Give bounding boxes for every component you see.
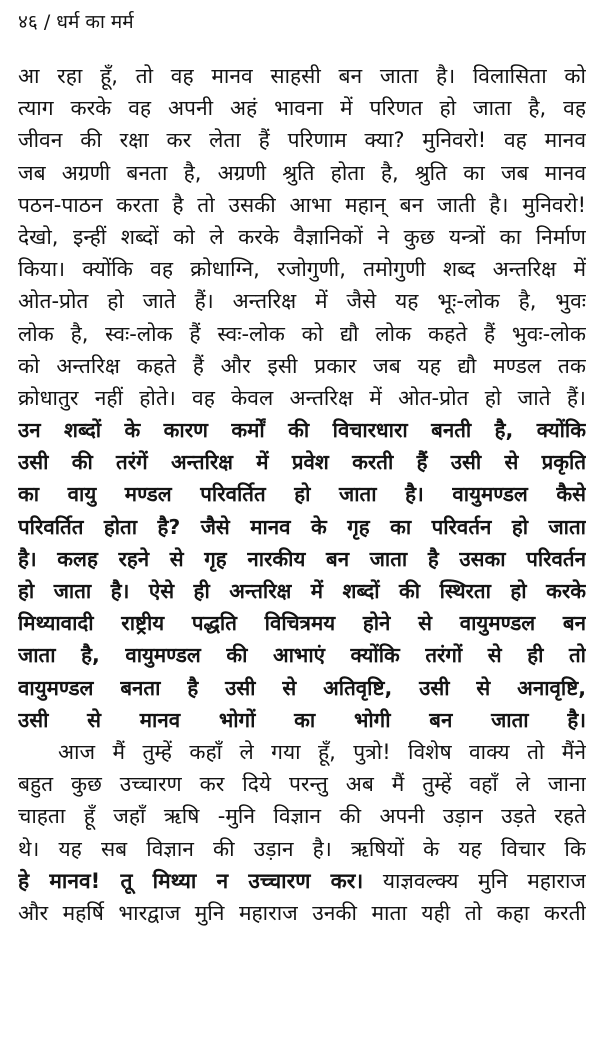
text-line: देखो, इन्हीं शब्दों को ले करके वैज्ञानिकों ने कुछ यन्त्रों का निर्माण [18,224,586,249]
text-line: मिथ्यावादी राष्ट्रीय पद्धति विचित्रमय होने से वायुमण्डल बन [18,611,586,636]
text-line: आज मैं तुम्हें कहाँ ले गया हूँ, पुत्रो! विशेष वाक्य तो मैंने [58,739,586,764]
text-line: ओत-प्रोत हो जाते हैं। अन्तरिक्ष में जैसे यह भूः-लोक है, भुवः [18,289,586,314]
text-line: पठन-पाठन करता है तो उसकी आभा महान् बन जाती है। मुनिवरो! [18,192,586,217]
text-line: जीवन की रक्षा कर लेता हैं परिणाम क्या? मुनिवरो! वह मानव [18,128,586,153]
text-line: है। कलह रहने से गृह नारकीय बन जाता है उसका परिवर्तन [18,546,586,571]
text-line: और महर्षि भारद्वाज मुनि महाराज उनकी माता यही तो कहा करती [18,900,586,925]
running-header [18,10,134,34]
text-line: का वायु मण्डल परिवर्तित हो जाता है। वायुमण्डल कैसे [18,482,586,507]
header-separator: / [43,11,51,33]
text-line [18,865,586,897]
text-line: लोक है, स्वः-लोक हैं स्वः-लोक को द्यौ लोक कहते हैं भुवः-लोक [18,321,586,346]
text-line: त्याग करके वह अपनी अहं भावना में परिणत हो जाता है, वह [18,96,586,121]
text-line: बहुत कुछ उच्चारण कर दिये परन्तु अब मैं तुम्हें वहाँ ले जाना [18,772,586,797]
text-line: हो जाता है। ऐसे ही अन्तरिक्ष में शब्दों की स्थिरता हो करके [18,579,586,603]
text-line: आ रहा हूँ, तो वह मानव साहसी बन जाता है। विलासिता को [18,64,586,88]
text-line: वायुमण्डल बनता है उसी से अतिवृष्टि, उसी से अनावृष्टि, [18,675,586,700]
text-line: जब अग्रणी बनता है, अग्रणी श्रुति होता है, श्रुति का जब मानव [18,160,586,185]
line-rest: याज्ञवल्क्य मुनि महाराज [363,868,586,893]
text-line: चाहता हूँ जहाँ ऋषि -मुनि विज्ञान की अपनी उड़ान उड़ते रहते [18,804,586,829]
text-line: उसी से मानव भोगों का भोगी बन जाता है। [18,707,586,732]
text-line: किया। क्योंकि वह क्रोधाग्नि, रजोगुणी, तमोगुणी शब्द अन्तरिक्ष में [18,257,586,282]
text-line: क्रोधातुर नहीं होते। वह केवल अन्तरिक्ष में ओत-प्रोत हो जाते हैं। [18,385,586,410]
body-text [18,60,586,929]
page-number: ४६ [18,11,38,33]
text-line: को अन्तरिक्ष कहते हैं और इसी प्रकार जब यह द्यौ मण्डल तक [18,353,586,378]
text-line: जाता है, वायुमण्डल की आभाएं क्योंकि तरंगों से ही तो [18,643,586,668]
text-line: थे। यह सब विज्ञान की उड़ान है। ऋषियों के यह विचार कि [18,836,586,861]
text-line: उसी की तरंगें अन्तरिक्ष में प्रवेश करती हैं उसी से प्रकृति [18,450,586,475]
text-line: परिवर्तित होता है? जैसे मानव के गृह का परिवर्तन हो जाता [18,514,586,539]
text-line: उन शब्दों के कारण कर्मों की विचारधारा बनती है, क्योंकि [18,418,586,443]
bold-phrase: हे मानव! तू मिथ्या न उच्चारण कर। [18,868,364,893]
book-title: धर्म का मर्म [56,11,134,33]
